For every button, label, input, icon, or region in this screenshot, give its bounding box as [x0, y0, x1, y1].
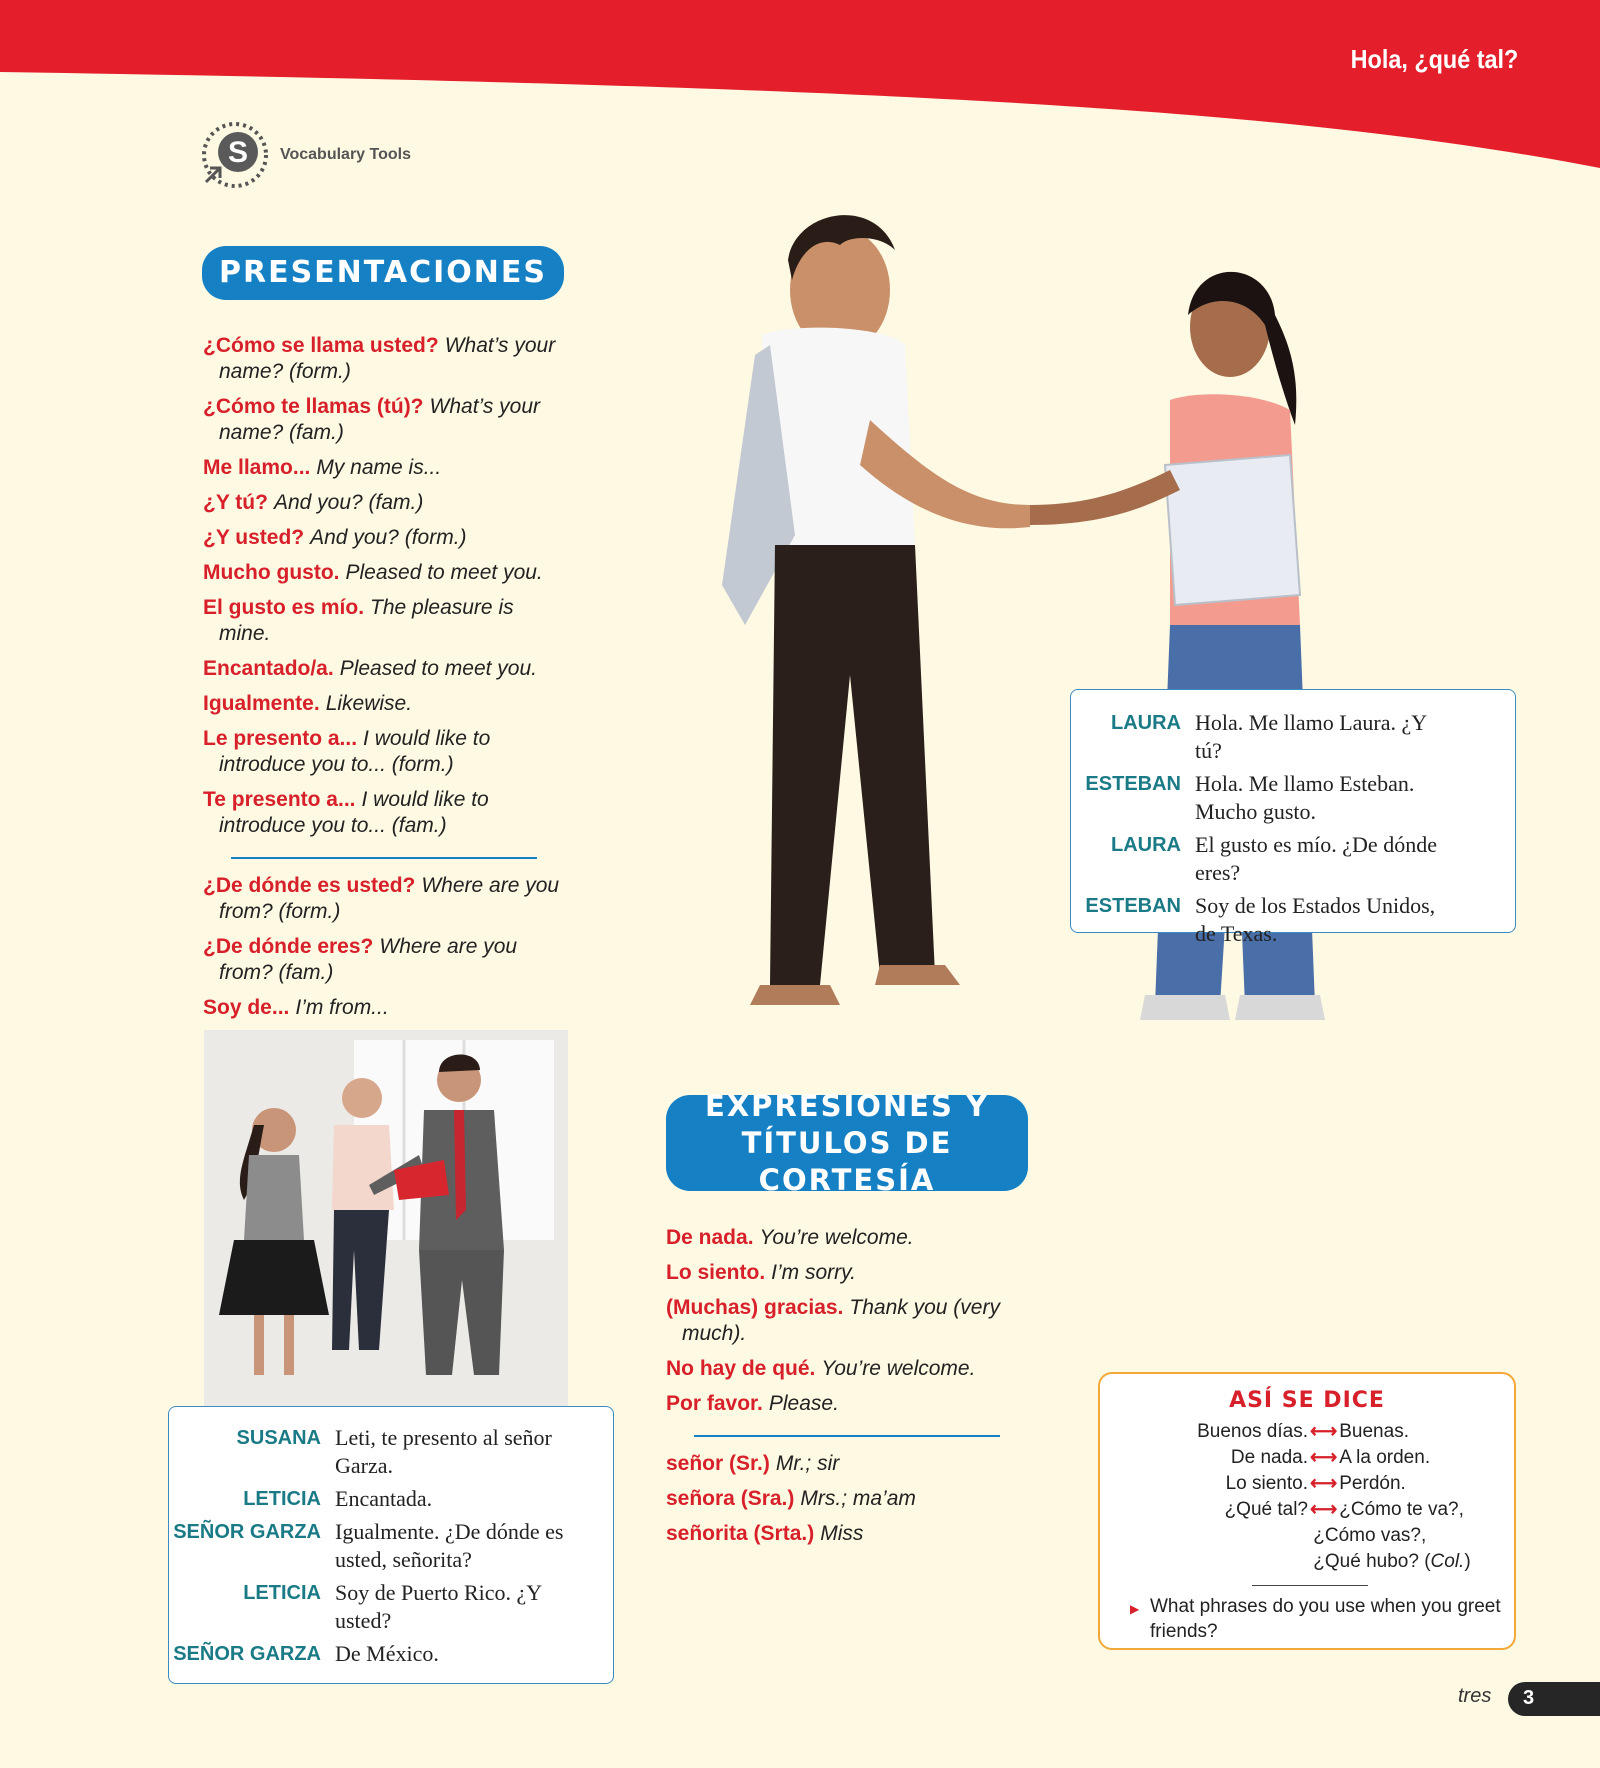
dialog-line: [1071, 709, 1515, 765]
pair-left: Lo siento.: [1225, 1473, 1308, 1494]
dialog-text: Hola. Me llamo Laura. ¿Y tú?: [1195, 710, 1427, 763]
vocab-term: Le presento a...: [203, 727, 358, 750]
dialog-speaker: ESTEBAN: [1085, 895, 1181, 917]
vocab-gloss: Pleased to meet you.: [339, 657, 537, 680]
vocab-gloss: I would like to introduce you to... (form.): [219, 727, 491, 776]
vocab-term: Mucho gusto.: [203, 561, 340, 584]
chapter-title: Hola, ¿qué tal?: [1350, 44, 1518, 74]
vocab-gloss: Thank you (very much).: [682, 1296, 1000, 1345]
dialog-susana-leticia-garza: [168, 1406, 614, 1684]
vocab-gloss: I’m from...: [295, 996, 389, 1019]
vocab-item: [203, 595, 563, 647]
dialog-line: [169, 1579, 613, 1635]
svg-text:S: S: [227, 136, 249, 169]
vocab-item: [666, 1451, 1026, 1477]
dialog-line: [1071, 831, 1515, 887]
dialog-speaker: LETICIA: [243, 1488, 321, 1510]
vocab-term: ¿Cómo se llama usted?: [203, 334, 439, 357]
expresiones-heading-line2: TÍTULOS DE CORTESÍA: [741, 1125, 953, 1197]
vocab-item: [203, 455, 563, 481]
dialog-speaker: LETICIA: [243, 1582, 321, 1604]
vocab-gloss: And you? (form.): [310, 526, 467, 549]
vocab-item: [203, 525, 563, 551]
pair-left: De nada.: [1230, 1447, 1308, 1468]
vocab-term: De nada.: [666, 1226, 754, 1249]
asi-se-dice-extra: ¿Cómo vas?,: [1313, 1525, 1427, 1546]
dialog-speaker: ESTEBAN: [1085, 773, 1181, 795]
vocabulary-tools-icon: [200, 120, 270, 190]
vocab-term: Encantado/a.: [203, 657, 334, 680]
vocab-term: ¿Y usted?: [203, 526, 305, 549]
vocab-gloss: Where are you from? (form.): [219, 874, 560, 923]
vocab-item: [203, 333, 563, 385]
vocab-term: Te presento a...: [203, 788, 356, 811]
office-introduction-photo: [204, 1030, 568, 1406]
dialog-line: [169, 1424, 613, 1480]
dialog-line: [169, 1518, 613, 1574]
vocab-item: [666, 1521, 1026, 1547]
vocab-term: ¿Cómo te llamas (tú)?: [203, 395, 424, 418]
vocab-gloss: The pleasure is mine.: [219, 596, 514, 645]
vocab-item: [203, 691, 563, 717]
dialog-line: [1071, 770, 1515, 826]
asi-se-dice-pair: [1100, 1419, 1514, 1445]
dialog-line: [169, 1640, 613, 1668]
dialog-text: Encantada.: [335, 1486, 433, 1511]
expresiones-heading: [666, 1088, 1028, 1197]
dialog-speaker: SUSANA: [236, 1427, 321, 1449]
double-arrow-icon: ⟷: [1310, 1499, 1338, 1520]
dialog-speaker: LAURA: [1111, 834, 1181, 856]
vocabulary-tools-label: Vocabulary Tools: [280, 146, 411, 163]
vocab-term: No hay de qué.: [666, 1357, 816, 1380]
pair-right: Buenas.: [1339, 1421, 1409, 1442]
vocab-term: señorita (Srta.): [666, 1522, 815, 1545]
pair-right: Perdón.: [1339, 1473, 1406, 1494]
vocab-item: [666, 1391, 1026, 1417]
vocab-gloss: You’re welcome.: [821, 1357, 976, 1380]
pair-right: A la orden.: [1339, 1447, 1431, 1468]
vocab-term: Por favor.: [666, 1392, 763, 1415]
vocab-term: Lo siento.: [666, 1261, 766, 1284]
triangle-bullet-icon: ▶: [1130, 1602, 1140, 1616]
dialog-text: El gusto es mío. ¿De dónde eres?: [1195, 832, 1437, 885]
vocab-item: [203, 995, 563, 1021]
vocab-gloss: Miss: [820, 1522, 864, 1545]
vocab-gloss: Likewise.: [325, 692, 413, 715]
office-introduction-illustration: [204, 1030, 568, 1406]
vocab-gloss: I’m sorry.: [771, 1261, 856, 1284]
vocab-term: señora (Sra.): [666, 1487, 795, 1510]
vocab-term: señor (Sr.): [666, 1452, 770, 1475]
dialog-speaker: SEÑOR GARZA: [173, 1643, 321, 1665]
page-word: tres: [1458, 1685, 1492, 1707]
vocab-item: [203, 560, 563, 586]
vocab-term: ¿De dónde es usted?: [203, 874, 416, 897]
dialog-line: [1071, 892, 1515, 948]
dialog-line: [169, 1485, 613, 1513]
vocab-term: Me llamo...: [203, 456, 311, 479]
vocabulary-tools[interactable]: [200, 120, 411, 190]
dialog-text: Leti, te presento al señor Garza.: [335, 1425, 552, 1478]
vocab-item: [203, 394, 563, 446]
asi-se-dice-pair: [1100, 1445, 1514, 1471]
asi-se-dice-box: [1098, 1372, 1516, 1650]
vocab-gloss: Pleased to meet you.: [345, 561, 543, 584]
vocab-item: [666, 1486, 1026, 1512]
vocab-gloss: Please.: [768, 1392, 839, 1415]
double-arrow-icon: ⟷: [1310, 1473, 1338, 1494]
vocab-term: (Muchas) gracias.: [666, 1296, 844, 1319]
asi-se-dice-question: ▶ What phrases do you use when you greet friends?: [1130, 1596, 1501, 1642]
vocab-item: [203, 656, 563, 682]
page-number: 3: [1523, 1687, 1535, 1709]
vocab-item: [203, 787, 563, 839]
asi-se-dice-pair: [1100, 1497, 1514, 1523]
dialog-speaker: SEÑOR GARZA: [173, 1521, 321, 1543]
dialog-text: Hola. Me llamo Esteban. Mucho gusto.: [1195, 771, 1415, 824]
asi-se-dice-extra: ¿Qué hubo? (Col.): [1313, 1551, 1471, 1572]
dialog-text: Soy de los Estados Unidos, de Texas.: [1195, 893, 1436, 946]
pair-right: ¿Cómo te va?,: [1339, 1499, 1464, 1520]
expresiones-list: [666, 1225, 1026, 1556]
asi-se-dice-title: ASÍ SE DICE: [1229, 1388, 1385, 1413]
vocab-item: [203, 873, 563, 925]
dialog-laura-esteban: [1070, 689, 1516, 946]
vocab-item: [666, 1260, 1026, 1286]
vocab-gloss: What’s your name? (fam.): [219, 395, 541, 444]
vocab-gloss: Mrs.; ma’am: [800, 1487, 916, 1510]
pair-left: Buenos días.: [1197, 1421, 1308, 1442]
asi-se-dice-pair: [1100, 1471, 1514, 1497]
vocab-term: Igualmente.: [203, 692, 320, 715]
page-number-tab: [1508, 1682, 1600, 1716]
dialog-text: De México.: [335, 1641, 439, 1666]
vocab-term: ¿De dónde eres?: [203, 935, 374, 958]
presentaciones-heading: PRESENTACIONES: [202, 246, 564, 300]
double-arrow-icon: ⟷: [1310, 1421, 1338, 1442]
vocab-item: [666, 1295, 1026, 1347]
vocab-term: El gusto es mío.: [203, 596, 365, 619]
dialog-text: Soy de Puerto Rico. ¿Y usted?: [335, 1580, 542, 1633]
dialog-speaker: LAURA: [1111, 712, 1181, 734]
presentaciones-list: [203, 333, 563, 1030]
vocab-gloss: Mr.; sir: [775, 1452, 840, 1475]
divider: [231, 857, 537, 859]
dialog-text: Igualmente. ¿De dónde es usted, señorita?: [335, 1519, 564, 1572]
divider: [694, 1435, 1000, 1437]
vocab-gloss: My name is...: [316, 456, 442, 479]
vocab-item: [203, 934, 563, 986]
pair-left: ¿Qué tal?: [1224, 1499, 1308, 1520]
vocab-item: [666, 1356, 1026, 1382]
vocab-gloss: And you? (fam.): [273, 491, 424, 514]
vocab-term: Soy de...: [203, 996, 290, 1019]
vocab-gloss: Where are you from? (fam.): [219, 935, 518, 984]
double-arrow-icon: ⟷: [1310, 1447, 1338, 1468]
divider: [1252, 1585, 1368, 1586]
vocab-item: [203, 490, 563, 516]
vocab-term: ¿Y tú?: [203, 491, 268, 514]
vocab-item: [203, 726, 563, 778]
vocab-gloss: You’re welcome.: [759, 1226, 914, 1249]
vocab-item: [666, 1225, 1026, 1251]
expresiones-heading-line1: EXPRESIONES Y: [705, 1088, 989, 1123]
vocab-gloss: What’s your name? (form.): [219, 334, 556, 383]
vocab-gloss: I would like to introduce you to... (fam.): [219, 788, 489, 837]
